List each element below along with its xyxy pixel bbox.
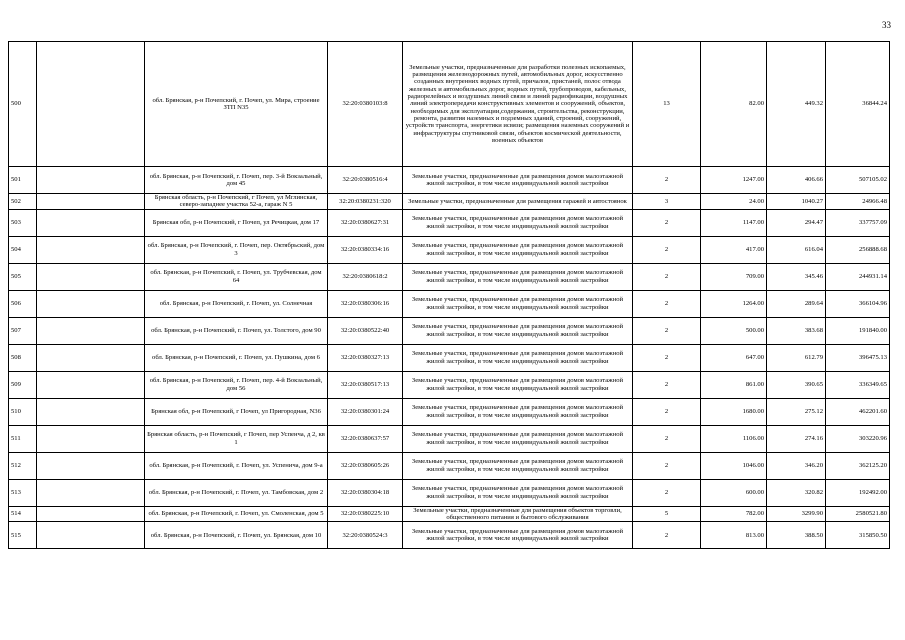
area-cell: 82.00 [701, 42, 767, 167]
specific-value-cell: 449.32 [767, 42, 826, 167]
table-row [9, 344, 890, 371]
row-number: 504 [9, 236, 37, 263]
address-cell: обл. Брянская, р-н Почепский, г. Почеп, ул. Смоленская, дом 5 [145, 506, 328, 522]
cadastral-value-cell: 507105.02 [826, 167, 890, 194]
table-row [9, 194, 890, 210]
row-number: 502 [9, 194, 37, 210]
area-cell: 861.00 [701, 371, 767, 398]
specific-value-cell: 390.65 [767, 371, 826, 398]
table-row [9, 522, 890, 549]
area-cell: 1247.00 [701, 167, 767, 194]
land-use-cell: Земельные участки, предназначенные для размещения домов малоэтажной жилой застройки, в том числе индивидуальной жилой застройки [403, 398, 633, 425]
land-use-cell: Земельные участки, предназначенные для размещения домов малоэтажной жилой застройки, в том числе индивидуальной жилой застройки [403, 479, 633, 506]
group-number-cell: 2 [633, 479, 701, 506]
cadastral-value-cell: 191840.00 [826, 317, 890, 344]
land-use-cell: Земельные участки, предназначенные для размещения домов малоэтажной жилой застройки, в том числе индивидуальной жилой застройки [403, 236, 633, 263]
row-number: 514 [9, 506, 37, 522]
empty-cell [37, 506, 145, 522]
empty-cell [37, 522, 145, 549]
empty-cell [37, 425, 145, 452]
cadastral-number-cell: 32:20:0380304:18 [328, 479, 403, 506]
land-use-cell: Земельные участки, предназначенные для размещения домов малоэтажной жилой застройки, в том числе индивидуальной жилой застройки [403, 452, 633, 479]
empty-cell [37, 479, 145, 506]
row-number: 513 [9, 479, 37, 506]
area-cell: 500.00 [701, 317, 767, 344]
area-cell: 1046.00 [701, 452, 767, 479]
address-cell: Брянская область, р-н Почепский, г Почеп, пер Успенча, д 2, кв 1 [145, 425, 328, 452]
cadastral-number-cell: 32:20:0380301:24 [328, 398, 403, 425]
land-use-cell: Земельные участки, предназначенные для размещения домов малоэтажной жилой застройки, в том числе индивидуальной жилой застройки [403, 263, 633, 290]
cadastral-number-cell: 32:20:0380524:3 [328, 522, 403, 549]
empty-cell [37, 209, 145, 236]
cadastral-number-cell: 32:20:0380522:40 [328, 317, 403, 344]
group-number-cell: 5 [633, 506, 701, 522]
cadastral-value-cell: 192492.00 [826, 479, 890, 506]
land-use-cell: Земельные участки, предназначенные для размещения домов малоэтажной жилой застройки, в том числе индивидуальной жилой застройки [403, 344, 633, 371]
area-cell: 417.00 [701, 236, 767, 263]
specific-value-cell: 274.16 [767, 425, 826, 452]
row-number: 501 [9, 167, 37, 194]
table-row [9, 236, 890, 263]
address-cell: обл. Брянская, р-н Почепский, г. Почеп, ул. Солнечная [145, 290, 328, 317]
group-number-cell: 2 [633, 371, 701, 398]
area-cell: 1106.00 [701, 425, 767, 452]
address-cell: обл. Брянская, р-н Почепский, г. Почеп, ул. Трубчевская, дом 64 [145, 263, 328, 290]
row-number: 511 [9, 425, 37, 452]
empty-cell [37, 371, 145, 398]
cadastral-value-cell: 337757.09 [826, 209, 890, 236]
land-use-cell: Земельные участки, предназначенные для размещения домов малоэтажной жилой застройки, в том числе индивидуальной жилой застройки [403, 317, 633, 344]
address-cell: обл. Брянская, р-н Почепский, г. Почеп, ул. Тамбовская, дом 2 [145, 479, 328, 506]
area-cell: 1680.00 [701, 398, 767, 425]
land-use-cell: Земельные участки, предназначенные для размещения домов малоэтажной жилой застройки, в том числе индивидуальной жилой застройки [403, 290, 633, 317]
table-body [9, 42, 890, 549]
land-use-cell: Земельные участки, предназначенные для размещения домов малоэтажной жилой застройки, в том числе индивидуальной жилой застройки [403, 371, 633, 398]
land-use-cell: Земельные участки, предназначенные для размещения домов малоэтажной жилой застройки, в том числе индивидуальной жилой застройки [403, 209, 633, 236]
table-row [9, 263, 890, 290]
empty-cell [37, 344, 145, 371]
group-number-cell: 2 [633, 290, 701, 317]
specific-value-cell: 388.50 [767, 522, 826, 549]
land-use-cell: Земельные участки, предназначенные для размещения объектов торговли, общественного питания и бытового обслуживания [403, 506, 633, 522]
group-number-cell: 2 [633, 522, 701, 549]
land-use-cell: Земельные участки, предназначенные для размещения домов малоэтажной жилой застройки, в том числе индивидуальной жилой застройки [403, 522, 633, 549]
cadastral-value-cell: 315850.50 [826, 522, 890, 549]
address-cell: Брянская область, р-н Почепский, г Почеп, ул Мглинская, северо-западнее участка 52-а, гараж N 5 [145, 194, 328, 210]
table-row [9, 209, 890, 236]
row-number: 503 [9, 209, 37, 236]
specific-value-cell: 346.20 [767, 452, 826, 479]
specific-value-cell: 616.04 [767, 236, 826, 263]
cadastral-number-cell: 32:20:0380516:4 [328, 167, 403, 194]
table-row [9, 290, 890, 317]
specific-value-cell: 345.46 [767, 263, 826, 290]
specific-value-cell: 612.79 [767, 344, 826, 371]
address-cell: обл. Брянская, р-н Почепский, г. Почеп, пер. Октябрьский, дом 3 [145, 236, 328, 263]
specific-value-cell: 406.66 [767, 167, 826, 194]
area-cell: 813.00 [701, 522, 767, 549]
cadastral-number-cell: 32:20:0380637:57 [328, 425, 403, 452]
specific-value-cell: 1040.27 [767, 194, 826, 210]
empty-cell [37, 42, 145, 167]
specific-value-cell: 383.68 [767, 317, 826, 344]
empty-cell [37, 236, 145, 263]
cadastral-number-cell: 32:20:0380605:26 [328, 452, 403, 479]
area-cell: 600.00 [701, 479, 767, 506]
land-use-cell: Земельные участки, предназначенные для размещения домов малоэтажной жилой застройки, в том числе индивидуальной жилой застройки [403, 167, 633, 194]
cadastral-value-cell: 462201.60 [826, 398, 890, 425]
table-row [9, 506, 890, 522]
empty-cell [37, 167, 145, 194]
cadastral-number-cell: 32:20:0380517:13 [328, 371, 403, 398]
cadastral-number-cell: 32:20:0380327:13 [328, 344, 403, 371]
table-row [9, 479, 890, 506]
group-number-cell: 2 [633, 167, 701, 194]
group-number-cell: 2 [633, 317, 701, 344]
table-row [9, 317, 890, 344]
row-number: 510 [9, 398, 37, 425]
group-number-cell: 13 [633, 42, 701, 167]
cadastral-value-cell: 36844.24 [826, 42, 890, 167]
row-number: 507 [9, 317, 37, 344]
group-number-cell: 2 [633, 425, 701, 452]
group-number-cell: 2 [633, 398, 701, 425]
table-row [9, 42, 890, 167]
empty-cell [37, 398, 145, 425]
area-cell: 647.00 [701, 344, 767, 371]
cadastral-number-cell: 32:20:0380103:8 [328, 42, 403, 167]
cadastral-number-cell: 32:20:0380334:16 [328, 236, 403, 263]
row-number: 509 [9, 371, 37, 398]
row-number: 506 [9, 290, 37, 317]
empty-cell [37, 263, 145, 290]
specific-value-cell: 275.12 [767, 398, 826, 425]
address-cell: обл. Брянская, р-н Почепский, г. Почеп, ул. Брянская, дом 10 [145, 522, 328, 549]
specific-value-cell: 3299.90 [767, 506, 826, 522]
cadastral-value-cell: 24966.48 [826, 194, 890, 210]
specific-value-cell: 294.47 [767, 209, 826, 236]
specific-value-cell: 320.82 [767, 479, 826, 506]
area-cell: 1147.00 [701, 209, 767, 236]
group-number-cell: 2 [633, 263, 701, 290]
cadastral-value-cell: 362125.20 [826, 452, 890, 479]
cadastral-value-table [8, 41, 890, 549]
land-use-cell: Земельные участки, предназначенные для размещения гаражей и автостоянок [403, 194, 633, 210]
address-cell: обл. Брянская, р-н Почепский, г. Почеп, пер. 4-й Вокзальный, дом 56 [145, 371, 328, 398]
cadastral-value-cell: 303220.96 [826, 425, 890, 452]
row-number: 508 [9, 344, 37, 371]
cadastral-number-cell: 32:20:0380618:2 [328, 263, 403, 290]
table-row [9, 398, 890, 425]
group-number-cell: 2 [633, 344, 701, 371]
area-cell: 24.00 [701, 194, 767, 210]
area-cell: 782.00 [701, 506, 767, 522]
cadastral-value-cell: 2580521.80 [826, 506, 890, 522]
area-cell: 709.00 [701, 263, 767, 290]
cadastral-value-cell: 256888.68 [826, 236, 890, 263]
group-number-cell: 2 [633, 209, 701, 236]
land-use-cell: Земельные участки, предназначенные для разработки полезных ископаемых, размещения железнодорожных путей, автомобильных дорог, искусственно созданных внутренних водных путей, причалов, пристаней, полос отвода железных и автомобильных дорог, водных путей, трубопроводов, кабельных, радиорелейных и воздушных линий связи и линий радиофикации, воздушных линий электропередачи конструктивных элементов и сооружений, объектов, необходимых для эксплуатации,содержания, строительства, реконструкции, ремонта, развития наземных и подземных зданий, строений, сооружений, устройств транспорта, энергетики исвязи; размещения наземных сооружений и инфраструктуры спутниковой связи, объектов космической деятельности, военных объектов [403, 42, 633, 167]
row-number: 500 [9, 42, 37, 167]
cadastral-number-cell: 32:20:0380306:16 [328, 290, 403, 317]
address-cell: Брянская обл, р-н Почепский, г Почеп, ул Пригородная, N36 [145, 398, 328, 425]
row-number: 512 [9, 452, 37, 479]
cadastral-value-cell: 244931.14 [826, 263, 890, 290]
address-cell: обл. Брянская, р-н Почепский, г. Почеп, ул. Пушкина, дом 6 [145, 344, 328, 371]
page-number: 33 [882, 20, 891, 30]
area-cell: 1264.00 [701, 290, 767, 317]
row-number: 515 [9, 522, 37, 549]
empty-cell [37, 317, 145, 344]
cadastral-number-cell: 32:20:0380231:320 [328, 194, 403, 210]
empty-cell [37, 194, 145, 210]
empty-cell [37, 290, 145, 317]
table-row [9, 425, 890, 452]
row-number: 505 [9, 263, 37, 290]
table-row [9, 167, 890, 194]
table-row [9, 371, 890, 398]
group-number-cell: 3 [633, 194, 701, 210]
table-row [9, 452, 890, 479]
address-cell: Брянская обл, р-н Почепский, г Почеп, ул Речицкая, дом 17 [145, 209, 328, 236]
address-cell: обл. Брянская, р-н Почепский, г. Почеп, пер. 3-й Вокзальный, дом 45 [145, 167, 328, 194]
address-cell: обл. Брянская, р-н Почепский, г. Почеп, ул. Толстого, дом 90 [145, 317, 328, 344]
address-cell: обл. Брянская, р-н Почепский, г. Почеп, ул. Успенича, дом 9-а [145, 452, 328, 479]
cadastral-value-cell: 366104.96 [826, 290, 890, 317]
cadastral-value-cell: 396475.13 [826, 344, 890, 371]
group-number-cell: 2 [633, 452, 701, 479]
empty-cell [37, 452, 145, 479]
specific-value-cell: 289.64 [767, 290, 826, 317]
cadastral-number-cell: 32:20:0380627:31 [328, 209, 403, 236]
land-use-cell: Земельные участки, предназначенные для размещения домов малоэтажной жилой застройки, в том числе индивидуальной жилой застройки [403, 425, 633, 452]
group-number-cell: 2 [633, 236, 701, 263]
address-cell: обл. Брянская, р-н Почепский, г. Почеп, ул. Мира, строение ЗТП N35 [145, 42, 328, 167]
cadastral-value-cell: 336349.65 [826, 371, 890, 398]
cadastral-number-cell: 32:20:0380225:10 [328, 506, 403, 522]
